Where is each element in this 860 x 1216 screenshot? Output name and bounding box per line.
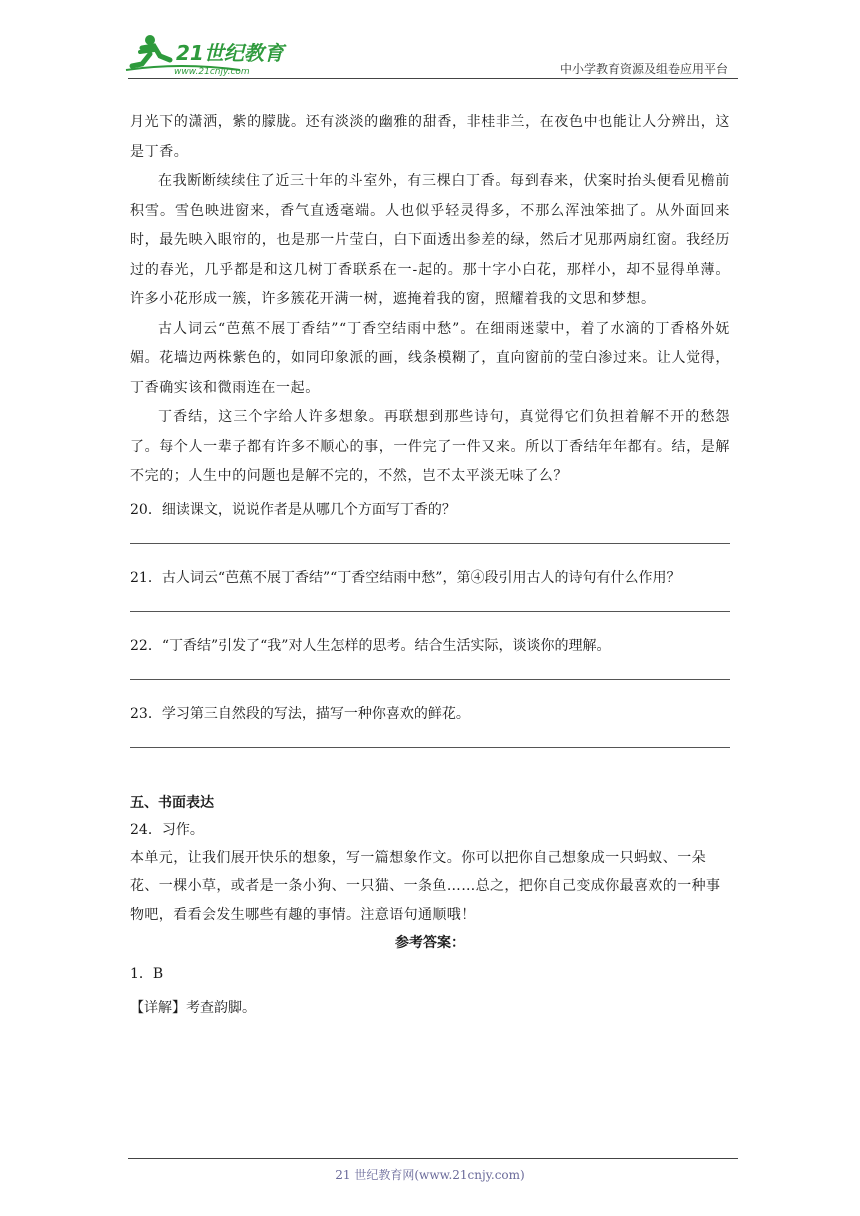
passage-paragraph-2: 在我断断续续住了近三十年的斗室外，有三棵白丁香。每到春来，伏案时抬头便看见檐前积雪。雪色映进窗来，香气直透毫端。人也似乎轻灵得多，不那么浑浊笨拙了。从外面回来时，最先映入眼帘的，也是那一片莹白，白下面透出参差的绿，然后才见那两扇红窗。我经历过的春光，几乎都是和这几树丁香联系在一-起的。那十字小白花，那样小，却不显得单薄。许多小花形成一簇，许多簇花开满一树，遮掩着我的窗，照耀着我的文思和梦想。: [130, 173, 730, 307]
svg-text:21世纪教育: 21世纪教育: [176, 41, 284, 65]
answer-line-23[interactable]: [130, 746, 730, 748]
site-name: 中小学教育资源及组卷应用平台: [559, 62, 728, 76]
answer-line-22[interactable]: [130, 678, 730, 680]
document-body: [130, 108, 730, 1025]
question-21: 21．古人词云“芭蕉不展丁香结”“丁香空结雨中愁”，第④段引用古人的诗句有什么作用？: [130, 569, 681, 586]
passage-paragraph-4: 丁香结，这三个字给人许多想象。再联想到那些诗句，真觉得它们负担着解不开的愁怨了。每个人一辈子都有许多不顺心的事，一件完了一件又来。所以丁香结年年都有。结，是解不完的；人生中的问题也是解不完的，不然，岂不太平淡无味了么？: [130, 409, 730, 484]
passage-paragraph-3: 古人词云“芭蕉不展丁香结”“丁香空结雨中愁”。在细雨迷蒙中，着了水滴的丁香格外妩媚。花墙边两株紫色的，如同印象派的画，线条模糊了，直向窗前的莹白渗过来。让人觉得，丁香确实该和微雨连在一起。: [130, 320, 730, 396]
header-divider: [128, 78, 738, 79]
question-24: 24．习作。: [130, 821, 204, 838]
question-23: 23．学习第三自然段的写法，描写一种你喜欢的鲜花。: [130, 705, 470, 722]
answer-1: 1．B: [130, 966, 164, 982]
answer-line-21[interactable]: [130, 610, 730, 612]
answer-1-detail: 【详解】考查韵脚。: [130, 1000, 256, 1016]
answers-title: 参考答案：: [395, 935, 465, 951]
footer-divider: [128, 1158, 738, 1159]
page-footer: 21 世纪教育网(www.21cnjy.com): [335, 1168, 525, 1182]
passage-paragraph-1: 月光下的潇洒，紫的朦胧。还有淡淡的幽雅的甜香，非桂非兰，在夜色中也能让人分辨出，这是丁香。: [130, 114, 730, 160]
logo-21cnjy: [120, 30, 300, 80]
question-22: 22．“丁香结”引发了“我”对人生怎样的思考。结合生活实际，谈谈你的理解。: [130, 637, 611, 654]
section-title-writing: 五、书面表达: [130, 794, 214, 811]
writing-prompt: 本单元，让我们展开快乐的想象，写一篇想象作文。你可以把你自己想象成一只蚂蚁、一朵花、一棵小草，或者是一条小狗、一只猫、一条鱼……总之，把你自己变成你最喜欢的一种事物吧，看看会发生哪些有趣的事情。注意语句通顺哦！: [130, 849, 721, 923]
question-20: 20．细读课文，说说作者是从哪几个方面写丁香的？: [130, 501, 456, 518]
page-header: [120, 30, 738, 80]
svg-text:www.21cnjy.com: www.21cnjy.com: [174, 67, 250, 77]
answer-line-20[interactable]: [130, 542, 730, 544]
